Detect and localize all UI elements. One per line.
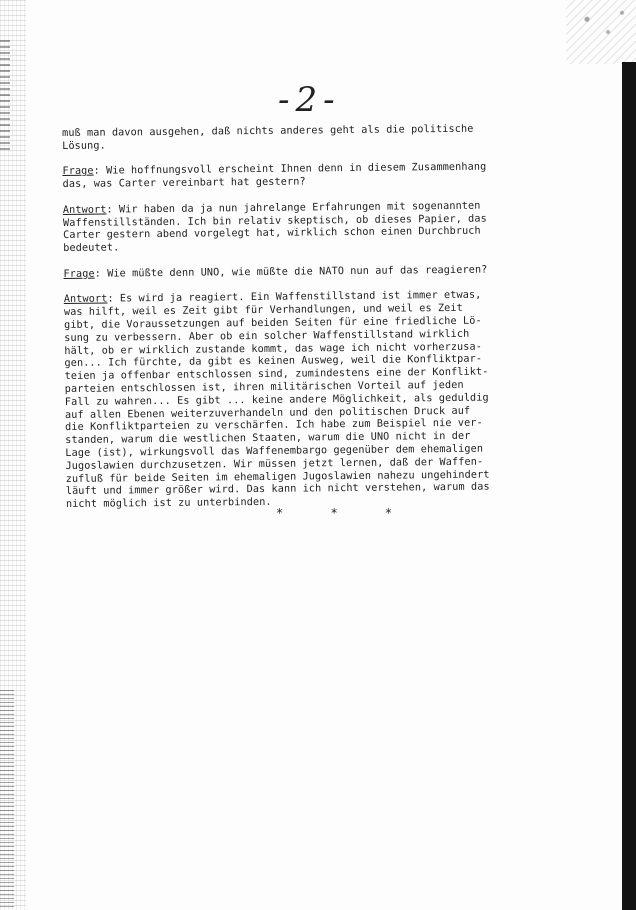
answer-paragraph <box>64 289 586 512</box>
line-text: das, was Carter vereinbart hat gestern? <box>62 176 306 191</box>
line-text: läuft und immer größer wird. Das kann ich nicht verstehen, warum das <box>65 481 490 498</box>
scan-edge-left-mark-bottom <box>0 690 14 910</box>
line-text: : Es wird ja reagiert. Ein Waffenstillstand ist immer etwas, <box>107 289 482 305</box>
question-label: Frage <box>63 268 95 280</box>
answer-paragraph <box>63 199 584 256</box>
scan-edge-left-mark-top <box>0 40 10 150</box>
line-text: zufluß für beide Seiten im ehemaligen Jugoslawien nahezu ungehindert <box>65 469 490 485</box>
question-paragraph <box>63 263 583 281</box>
line-text: die Konfliktparteien zu verschärfen. Ich habe zum Beispiel nie ver- <box>65 417 483 434</box>
question-paragraph <box>62 161 582 192</box>
line-text: gen... Ich fürchte, da gibt es keinen Ausweg, weil die Konfliktpar- <box>64 353 483 370</box>
line-text: muß man davon ausgehen, daß nichts anderes geht als die politische <box>62 123 474 139</box>
text-line <box>63 263 583 281</box>
page-number: -2- <box>278 80 341 120</box>
line-text: gibt, die Voraussetzungen auf beiden Seiten für eine friedliche Lö- <box>64 315 482 331</box>
text-paragraph <box>62 123 582 154</box>
line-text: : Wir haben da ja nun jahrelange Erfahrungen mit sogenannten <box>106 200 481 216</box>
line-text: Lage (ist), wirkungsvoll das Waffenembargo gegenüber dem ehemaligen <box>65 443 484 459</box>
interview-transcript <box>62 123 586 525</box>
line-text: : Wie hoffnungsvoll erscheint Ihnen denn in diesem Zusammenhang <box>93 161 487 178</box>
line-text: hält, ob er wirklich zustande kommt, das wage ich nicht vorherzusa- <box>64 341 483 357</box>
line-text: Jugoslawien durchzusetzen. Wir müssen jetzt lernen, daß der Waffen- <box>65 456 484 472</box>
line-text: parteien entschlossen ist, ihren militärischen Vorteil auf jeden <box>64 379 464 395</box>
end-marker: * * * <box>276 506 413 520</box>
answer-label: Antwort <box>62 204 107 216</box>
line-text: Waffenstillständen. Ich bin relativ skeptisch, ob dieses Papier, das <box>62 213 487 229</box>
line-text: nicht möglich ist zu unterbinden. <box>65 496 272 511</box>
line-text: Carter gestern abend vorgelegt hat, wirklich schon einen Durchbruch <box>63 225 481 242</box>
scan-edge-right <box>622 62 636 910</box>
line-text: standen, warum die westlichen Staaten, warum die UNO nicht in der <box>65 430 471 447</box>
line-text: teien ja offenbar entschlossen sind, zumindestens eine der Konflikt- <box>64 366 489 383</box>
scan-corner-noise <box>566 0 636 64</box>
line-text: auf allen Ebenen weiterzuverhandeln und den politischen Druck auf <box>64 405 471 421</box>
question-label: Frage <box>62 166 94 178</box>
line-text: Lösung. <box>62 140 106 152</box>
line-text: bedeutet. <box>63 242 120 255</box>
line-text: : Wie müßte denn UNO, wie müßte die NATO nun auf das reagieren? <box>94 264 488 280</box>
line-text: was hilft, weil es Zeit gibt für Verhandlungen, und weil es Zeit <box>63 302 463 319</box>
line-text: sung zu verbessern. Aber ob ein solcher Waffenstillstand wirklich <box>64 328 470 344</box>
answer-label: Antwort <box>63 293 108 306</box>
line-text: Fall zu wahren... Es gibt ... keine andere Möglichkeit, als geduldig <box>64 392 489 408</box>
